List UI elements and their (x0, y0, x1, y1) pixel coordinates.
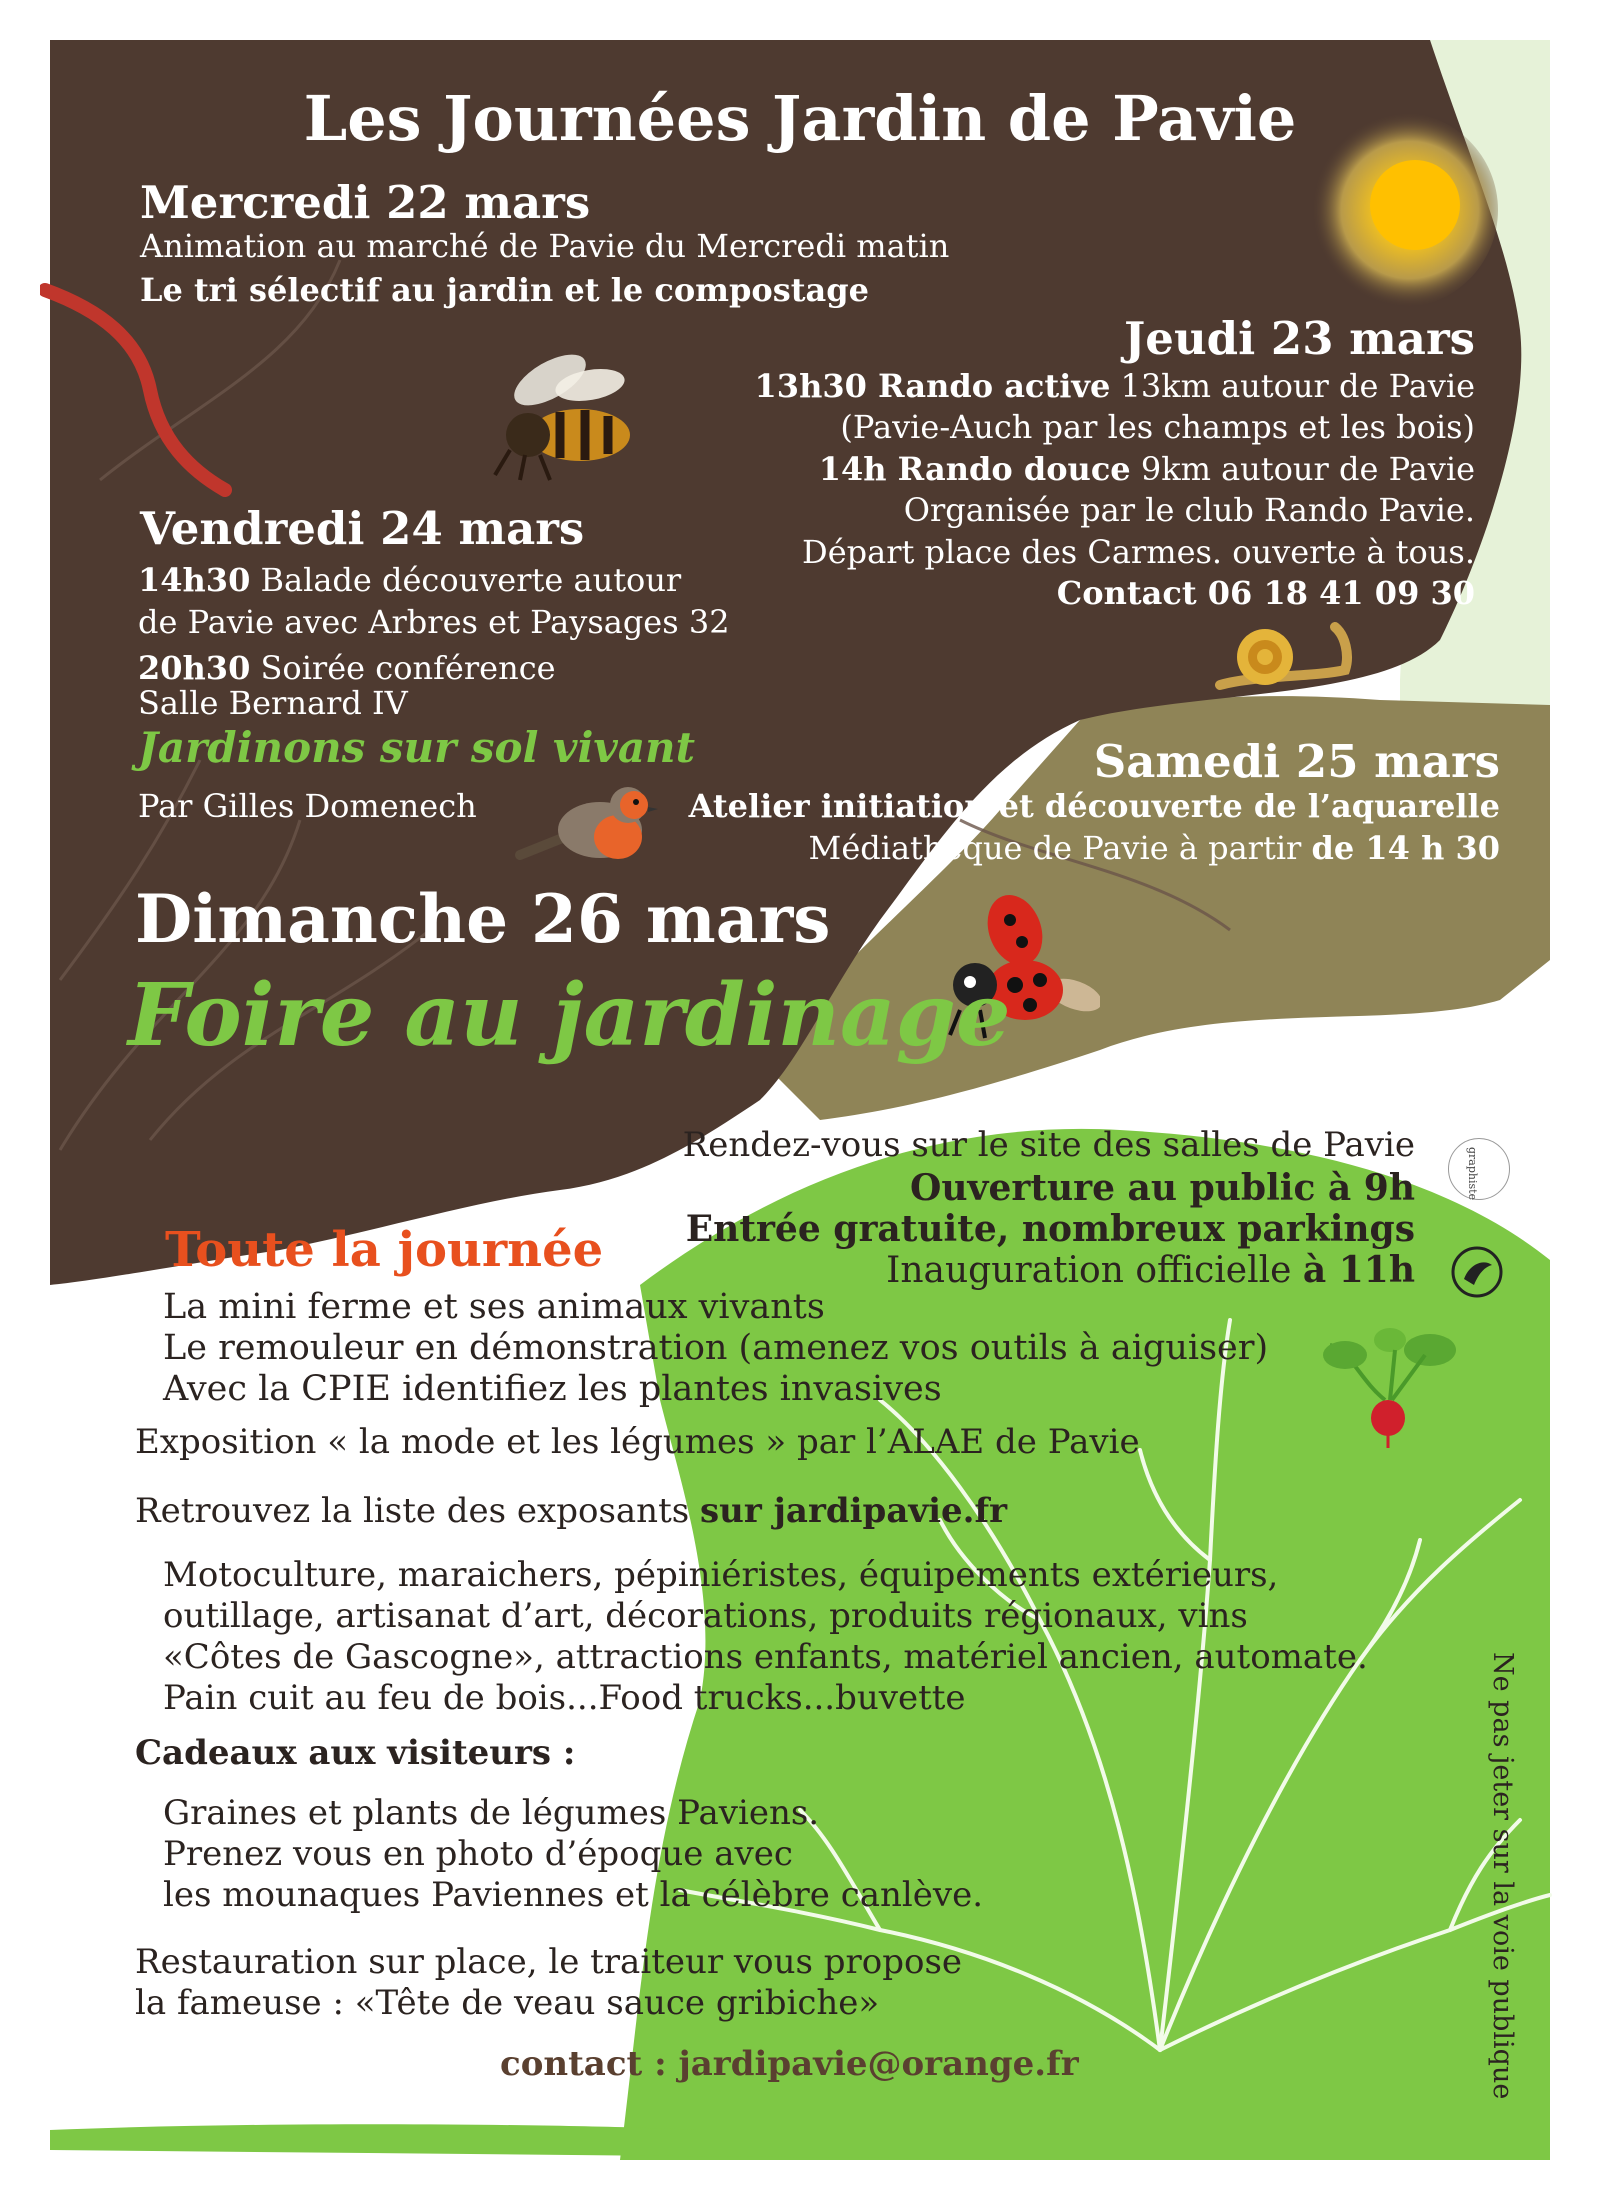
info-line4 (886, 1249, 1415, 1292)
poster-title: Les Journées Jardin de Pavie (303, 82, 1297, 155)
designer-logo-text: graphiste (1466, 1147, 1479, 1201)
allday-item: Le remouleur en démonstration (amenez vos outils à aiguiser) (163, 1328, 1269, 1368)
thursday-line2: (Pavie-Auch par les champs et les bois) (840, 408, 1475, 446)
radish-icon (1320, 1320, 1470, 1450)
saturday-line2-time: de 14 h 30 (1311, 829, 1500, 867)
allday-exposants (135, 1491, 1007, 1532)
logo-icon (1450, 1245, 1505, 1300)
vertical-note: Ne pas jeter sur la voie publique (1487, 1652, 1518, 2100)
gifts-heading: Cadeaux aux visiteurs : (135, 1733, 576, 1773)
thursday-line3-rest: 9km autour de Pavie (1130, 450, 1475, 488)
info-line2 (910, 1167, 1415, 1210)
info-line4-rest: Inauguration officielle (886, 1250, 1303, 1291)
friday-line4: Salle Bernard IV (138, 684, 408, 722)
allday-heading: Toute la journée (165, 1222, 604, 1278)
friday-talk-title: Jardinons sur sol vivant (138, 723, 695, 772)
contact-email: contact : jardipavie@orange.fr (500, 2044, 1079, 2084)
friday-line2: de Pavie avec Arbres et Paysages 32 (138, 603, 730, 641)
thursday-line4: Organisée par le club Rando Pavie. (903, 491, 1475, 529)
info-line4-time: à 11h (1302, 1249, 1415, 1291)
friday-line1-rest: Balade découverte autour (250, 561, 682, 599)
friday-line1-time: 14h30 (138, 561, 251, 599)
info-line1: Rendez-vous sur le site des salles de Pavie (682, 1125, 1415, 1165)
sunday-subtitle: Foire au jardinage (128, 965, 1011, 1066)
allday-item: Avec la CPIE identifiez les plantes invasives (163, 1369, 942, 1409)
exhibitor-line: Pain cuit au feu de bois...Food trucks...buvette (163, 1678, 966, 1718)
exposants-rest: Retrouvez la liste des exposants (135, 1491, 701, 1531)
exhibitor-line: «Côtes de Gascogne», attractions enfants, matériel ancien, automate. (163, 1637, 1368, 1677)
gift-item: Graines et plants de légumes Paviens. (163, 1793, 820, 1833)
food-line1: Restauration sur place, le traiteur vous propose (135, 1942, 963, 1982)
robin-icon (510, 775, 660, 875)
friday-heading: Vendredi 24 mars (140, 502, 585, 555)
thursday-line3-time: 14h Rando douce (818, 450, 1131, 488)
wednesday-line1: Animation au marché de Pavie du Mercredi matin (140, 227, 950, 265)
thursday-line5: Départ place des Carmes. ouverte à tous. (802, 533, 1475, 571)
thursday-line1-rest: 13km autour de Pavie (1110, 367, 1475, 405)
gift-item: Prenez vous en photo d’époque avec (163, 1834, 793, 1874)
thursday-contact: Contact 06 18 41 09 30 (1056, 574, 1475, 612)
wednesday-line2: Le tri sélectif au jardin et le compostage (140, 271, 870, 309)
saturday-line1: Atelier initiation et découverte de l’aquarelle (688, 787, 1500, 825)
designer-logo (1448, 1138, 1510, 1200)
food-line2: la fameuse : «Tête de veau sauce gribiche» (135, 1983, 880, 2023)
thursday-line3 (819, 449, 1475, 490)
exhibitor-line: Motoculture, maraichers, pépiniéristes, équipements extérieurs, (163, 1555, 1279, 1595)
snail-icon (1215, 615, 1355, 695)
saturday-heading: Samedi 25 mars (1093, 735, 1500, 788)
worm-icon (40, 280, 240, 500)
info-line2-rest: Ouverture au public à (910, 1167, 1364, 1209)
bee-icon (480, 350, 660, 490)
saturday-line2 (809, 828, 1500, 869)
thursday-line1-time: 13h30 Rando active (754, 367, 1111, 405)
thursday-line1 (755, 366, 1475, 407)
saturday-line2-rest: Médiathèque de Pavie à partir (808, 829, 1312, 867)
wednesday-heading: Mercredi 22 mars (140, 176, 591, 229)
friday-line3-rest: Soirée conférence (250, 649, 556, 687)
friday-speaker: Par Gilles Domenech (138, 787, 477, 825)
exposants-link: sur jardipavie.fr (700, 1491, 1008, 1531)
info-line2-time: 9h (1363, 1167, 1415, 1209)
allday-expo: Exposition « la mode et les légumes » par l’ALAE de Pavie (135, 1422, 1140, 1462)
gift-item: les mounaques Paviennes et la célèbre canlève. (163, 1875, 984, 1915)
info-line3: Entrée gratuite, nombreux parkings (685, 1208, 1415, 1250)
exhibitor-line: outillage, artisanat d’art, décorations, produits régionaux, vins (163, 1596, 1248, 1636)
sunday-heading: Dimanche 26 mars (135, 880, 831, 958)
thursday-heading: Jeudi 23 mars (1124, 312, 1475, 365)
allday-item: La mini ferme et ses animaux vivants (163, 1287, 825, 1327)
friday-line3-time: 20h30 (138, 649, 251, 687)
friday-line1 (138, 560, 681, 601)
